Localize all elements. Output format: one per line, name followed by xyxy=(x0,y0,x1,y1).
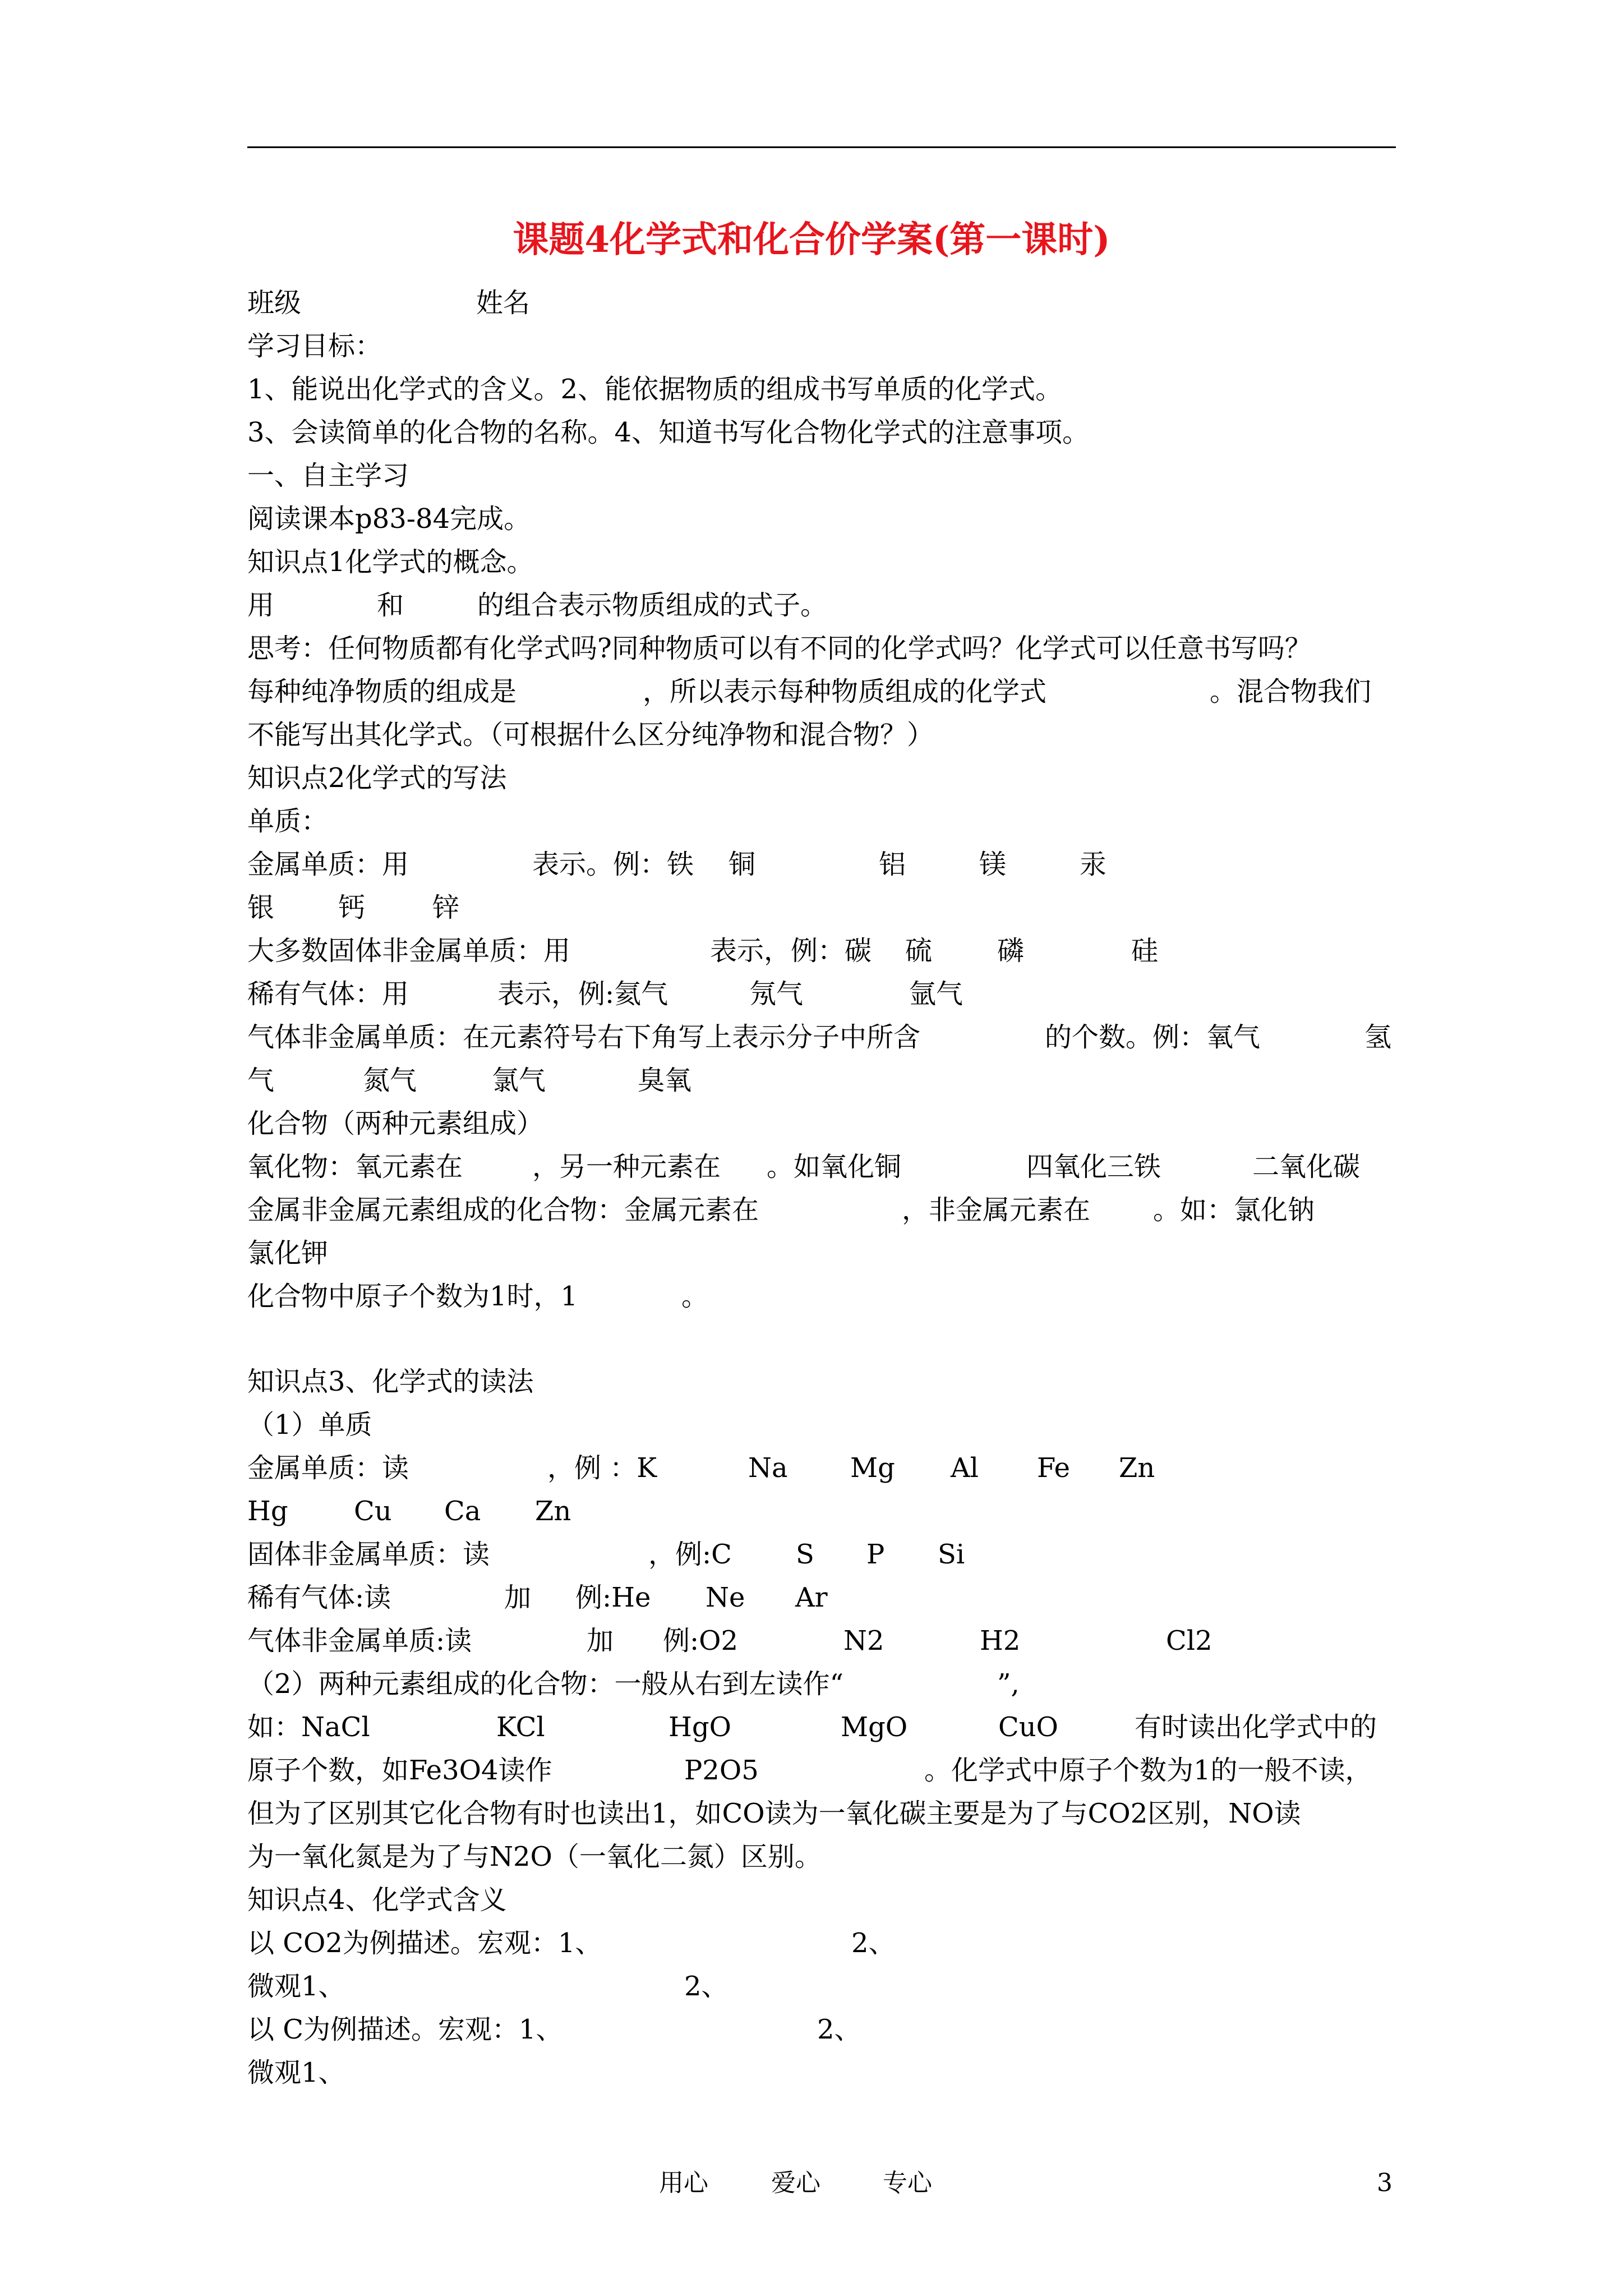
oxide-a: 氧化物：氧元素在 xyxy=(247,1151,463,1182)
goals-title: 学习目标： xyxy=(247,330,382,362)
atoms-a: 化合物中原子个数为1时，1 xyxy=(247,1281,578,1312)
read-noble-d1: Ar xyxy=(795,1582,828,1613)
metal-row xyxy=(247,846,1396,882)
read-gas-d1: H2 xyxy=(980,1625,1021,1657)
c-b: 2、 xyxy=(817,2014,861,2045)
goals-line-2: 3、会读简单的化合物的名称。4、知道书写化合物化学式的注意事项。 xyxy=(247,417,1090,448)
read-noble-row xyxy=(247,1580,1396,1616)
kp2-title: 知识点2化学式的写法 xyxy=(247,762,507,794)
goals-line-1: 1、能说出化学式的含义。2、能依据物质的组成书写单质的化学式。 xyxy=(247,374,1063,405)
nonmetal-c1: 磷 xyxy=(997,935,1025,967)
nonmetal-b: 表示，例：碳 xyxy=(710,935,872,967)
kp1-text-a: 用 xyxy=(247,590,275,621)
oxide-d1: 二氧化碳 xyxy=(1252,1151,1361,1182)
read-metal-row-2 xyxy=(247,1493,1396,1529)
ex-a: 如：NaCl xyxy=(247,1711,370,1743)
kp4-title: 知识点4、化学式含义 xyxy=(247,1884,507,1916)
read-metal-d0: Hg xyxy=(247,1496,288,1527)
noble-a: 稀有气体：用 xyxy=(247,978,409,1010)
read-metal-row xyxy=(247,1450,1396,1486)
read-metal-d2: Ca xyxy=(444,1496,481,1527)
metal-d1: 钙 xyxy=(338,892,366,923)
atom-count-row xyxy=(247,1752,1396,1788)
read-noble-b: 加 xyxy=(504,1582,532,1613)
metal-c2: 镁 xyxy=(979,849,1007,880)
page-number: 3 xyxy=(1377,2169,1393,2197)
think-2c: 。混合物我们 xyxy=(1210,676,1372,707)
kp1-text-c: 的组合表示物质组成的式子。 xyxy=(477,590,828,621)
atoms-b: 。 xyxy=(681,1281,709,1312)
name-label: 姓名 xyxy=(476,287,531,319)
read-noble-d0: Ne xyxy=(706,1582,745,1613)
kp3-sub2 xyxy=(247,1666,1396,1702)
elementary-label: 单质： xyxy=(247,806,329,837)
atoms-row xyxy=(247,1278,1396,1314)
read-metal-c3: Fe xyxy=(1037,1452,1071,1484)
micro-row-2: 微观1、 xyxy=(247,2057,345,2088)
read-gas-b: 加 xyxy=(587,1625,614,1657)
think-2b: ，所以表示每种物质组成的化学式 xyxy=(643,676,1047,707)
kp1-title: 知识点1化学式的概念。 xyxy=(247,546,534,578)
oxide-row xyxy=(247,1149,1396,1185)
metal-c3: 汞 xyxy=(1080,849,1107,880)
read-gas-c: 例:O2 xyxy=(663,1625,739,1657)
oxide-b: ，另一种元素在 xyxy=(532,1151,721,1182)
read-solid-a: 固体非金属单质：读 xyxy=(247,1539,490,1570)
micro1-a: 微观1、 xyxy=(247,1971,345,2002)
gas-row-2 xyxy=(247,1062,1396,1098)
read-metal-d1: Cu xyxy=(354,1496,392,1527)
gas-d1: 氮气 xyxy=(363,1065,417,1096)
micro-row-1 xyxy=(247,1968,1396,2004)
footer-label-3: 专心 xyxy=(883,2169,932,2197)
metal-b: 表示。例：铁 xyxy=(532,849,694,880)
atomnum-a: 原子个数，如Fe3O4读作 xyxy=(247,1755,552,1786)
co2-a: 以 CO2为例描述。宏观：1、 xyxy=(247,1927,602,1959)
ex-b0: KCl xyxy=(496,1711,545,1743)
kp1-text-b: 和 xyxy=(377,590,404,621)
think-2a: 每种纯净物质的组成是 xyxy=(247,676,517,707)
footer-label-1: 用心 xyxy=(659,2169,708,2197)
kp3-sub2-b: ”, xyxy=(997,1668,1020,1700)
read-metal-a: 金属单质：读 xyxy=(247,1452,409,1484)
read-gas-d0: N2 xyxy=(843,1625,884,1657)
read-metal-c2: Al xyxy=(951,1452,979,1484)
read-metal-c4: Zn xyxy=(1119,1452,1155,1484)
metal-a: 金属单质：用 xyxy=(247,849,409,880)
c-a: 以 C为例描述。宏观：1、 xyxy=(247,2014,563,2045)
gas-c: 氢 xyxy=(1364,1022,1392,1053)
read-noble-c: 例:He xyxy=(575,1582,651,1613)
read-solid-c1: P xyxy=(866,1539,885,1570)
think-line-3: 不能写出其化学式。（可根据什么区分纯净物和混合物？） xyxy=(247,719,934,751)
micro1-b: 2、 xyxy=(684,1971,728,2002)
kp3-sub1: （1）单质 xyxy=(247,1409,372,1441)
noble-c1: 氩气 xyxy=(909,978,963,1010)
header-rule xyxy=(247,146,1396,148)
gas-d3: 臭氧 xyxy=(638,1065,692,1096)
reading-instruction: 阅读课本p83-84完成。 xyxy=(247,503,531,535)
c-row xyxy=(247,2012,1396,2047)
gas-row xyxy=(247,1019,1396,1055)
read-solid-b: ，例:C xyxy=(648,1539,732,1570)
co2-row xyxy=(247,1925,1396,1961)
atomnum-b: P2O5 xyxy=(684,1755,759,1786)
nonmetal-c2: 硅 xyxy=(1131,935,1159,967)
kp3-sub2-a: （2）两种元素组成的化合物：一般从右到左读作“ xyxy=(247,1668,844,1700)
ex-b2: MgO xyxy=(841,1711,908,1743)
read-solid-c0: S xyxy=(796,1539,814,1570)
ex-b3: CuO xyxy=(998,1711,1058,1743)
read-noble-a: 稀有气体:读 xyxy=(247,1582,391,1613)
gas-d0: 气 xyxy=(247,1065,275,1096)
read-gas-row xyxy=(247,1623,1396,1659)
read-metal-d3: Zn xyxy=(535,1496,571,1527)
read-metal-b: ，例 ：K xyxy=(547,1452,657,1484)
mn-c: 。如：氯化钠 xyxy=(1153,1194,1315,1226)
noble-row xyxy=(247,976,1396,1012)
co2-b: 2、 xyxy=(851,1927,896,1959)
read-metal-c1: Mg xyxy=(850,1452,895,1484)
but-line: 但为了区别其它化合物有时也读出1，如CO读为一氧化碳主要是为了与CO2区别，NO读 xyxy=(247,1798,1301,1829)
ex-c: 有时读出化学式中的 xyxy=(1135,1711,1377,1743)
metal-d2: 锌 xyxy=(432,892,460,923)
section-self-study: 一、自主学习 xyxy=(247,460,409,491)
metal-d0: 银 xyxy=(247,892,275,923)
read-solid-row xyxy=(247,1536,1396,1572)
mn-row-2: 氯化钾 xyxy=(247,1237,329,1269)
metal-c0: 铜 xyxy=(728,849,756,880)
metal-nonmetal-row xyxy=(247,1192,1396,1228)
footer-label-2: 爱心 xyxy=(771,2169,820,2197)
mn-a: 金属非金属元素组成的化合物：金属元素在 xyxy=(247,1194,759,1226)
read-gas-a: 气体非金属单质:读 xyxy=(247,1625,472,1657)
noble-c0: 氖气 xyxy=(749,978,804,1010)
page-title: 课题4化学式和化合价学案(第一课时) xyxy=(513,219,1110,261)
class-label: 班级 xyxy=(247,287,302,319)
read-solid-c2: Si xyxy=(938,1539,965,1570)
think-line-1: 思考：任何物质都有化学式吗?同种物质可以有不同的化学式吗？化学式可以任意书写吗？ xyxy=(247,633,1312,664)
atomnum-c: 。化学式中原子个数为1的一般不读， xyxy=(924,1755,1372,1786)
gas-d2: 氯气 xyxy=(492,1065,546,1096)
oxide-d0: 四氧化三铁 xyxy=(1026,1151,1161,1182)
mn-b: ，非金属元素在 xyxy=(902,1194,1091,1226)
kp3-title: 知识点3、化学式的读法 xyxy=(247,1366,534,1397)
compound-title: 化合物（两种元素组成） xyxy=(247,1108,544,1139)
gas-b: 的个数。例：氧气 xyxy=(1045,1022,1261,1053)
metal-c1: 铝 xyxy=(879,849,906,880)
read-gas-d2: Cl2 xyxy=(1166,1625,1212,1657)
oxide-c: 。如氧化铜 xyxy=(767,1151,902,1182)
ex-b1: HgO xyxy=(668,1711,731,1743)
kp1-definition xyxy=(247,587,1396,623)
noble-b: 表示，例:氦气 xyxy=(497,978,668,1010)
no-line: 为一氧化氮是为了与N2O（一氧化二氮）区别。 xyxy=(247,1841,822,1872)
nonmetal-a: 大多数固体非金属单质：用 xyxy=(247,935,571,967)
gas-a: 气体非金属单质：在元素符号右下角写上表示分子中所含 xyxy=(247,1022,921,1053)
read-metal-c0: Na xyxy=(748,1452,788,1484)
nonmetal-row xyxy=(247,933,1396,969)
metal-row-2 xyxy=(247,890,1396,926)
think-line-2 xyxy=(247,674,1396,710)
nonmetal-c0: 硫 xyxy=(905,935,933,967)
examples-row xyxy=(247,1709,1396,1745)
